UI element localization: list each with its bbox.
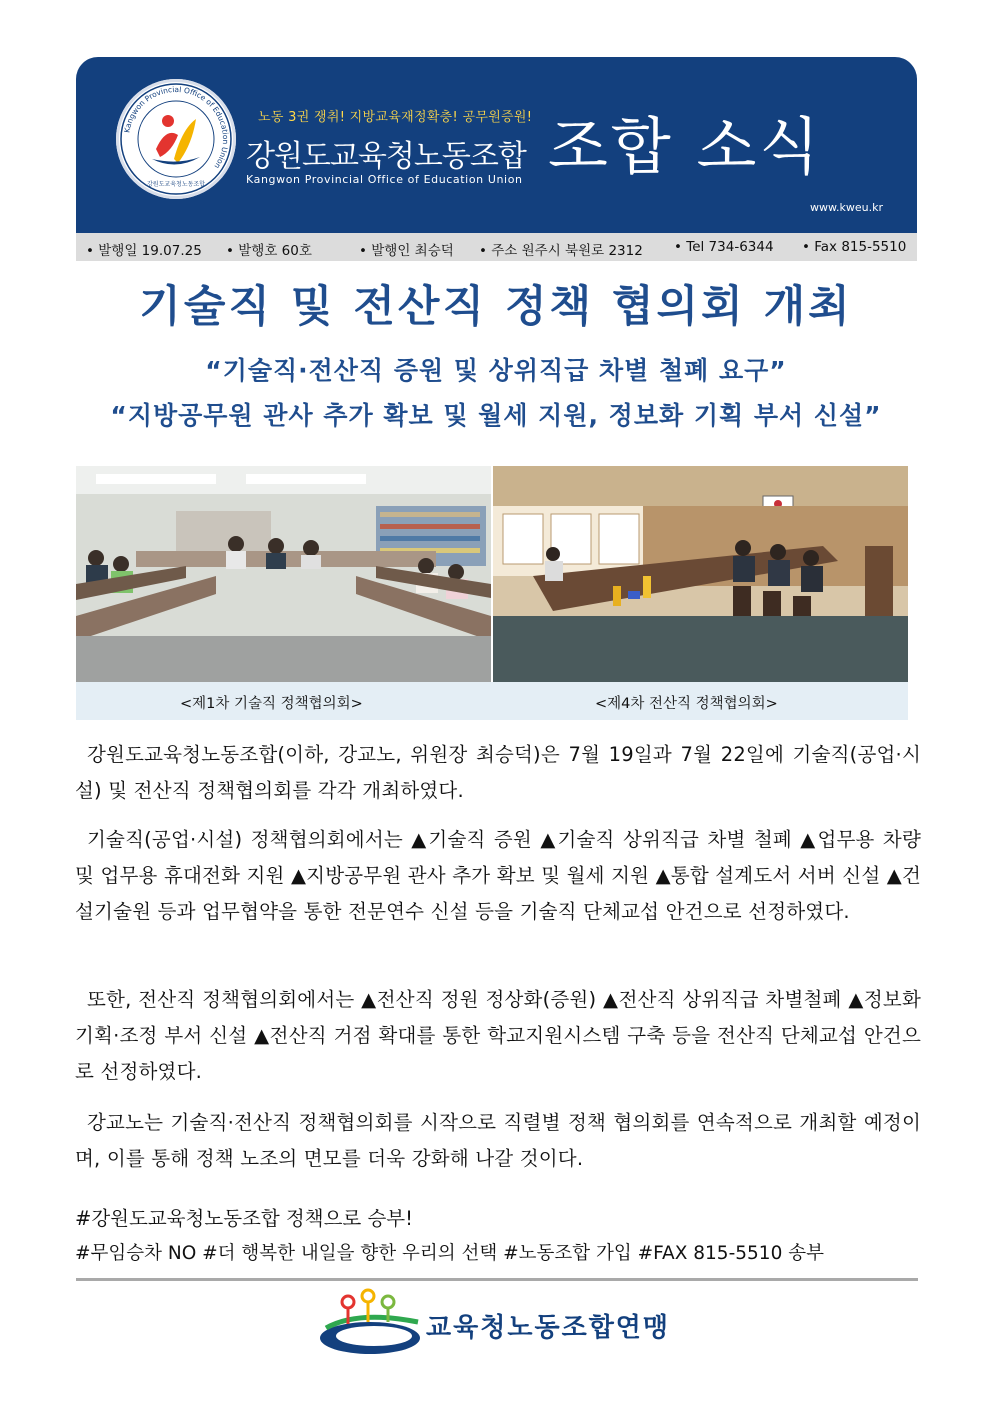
logo-ring-text: Kangwon Provincial Office of Education Union [122, 84, 231, 171]
photo-right-caption: <제4차 전산직 정책협의회> [595, 696, 778, 712]
federation-logo-icon [318, 1288, 424, 1364]
article-paragraph-2: 기술직(공업·시설) 정책협의회에서는 ▲기술직 증원 ▲기술직 상위직급 차별 철폐 ▲업무용 차량 및 업무용 휴대전화 지원 ▲지방공무원 관사 추가 확보 및 월세 지원 ▲통합 설계도서 서버 신설 ▲건설기술원 등과 업무협약을 통한 전문연수 신설 등을 기술직 단체교섭 안건으로 선정하였다. [75, 828, 921, 923]
telephone: • Tel 734-6344 [674, 239, 774, 255]
logo-bottom-text: 강원도교육청노동조합 [147, 181, 205, 188]
hashtag-line-1: #강원도교육청노동조합 정책으로 승부! [75, 1207, 413, 1230]
fax: • Fax 815-5510 [802, 239, 907, 255]
article-title: 기술직 및 전산직 정책 협의회 개최 [139, 282, 853, 332]
meeting-photo-right [493, 466, 908, 682]
article-paragraph-1: 강원도교육청노동조합(이하, 강교노, 위원장 최승덕)은 7월 19일과 7월 22일에 기술직(공업·시설) 및 전산직 정책협의회를 각각 개최하였다. [75, 743, 921, 802]
slogan: 노동 3권 쟁취! 지방교육재정확충! 공무원증원! [258, 110, 533, 125]
issue-date: • 발행일 19.07.25 [86, 243, 202, 259]
article-paragraph-4: 강교노는 기술직·전산직 정책협의회를 시작으로 직렬별 정책 협의회를 연속적으로 개최할 예정이며, 이를 통해 정책 노조의 면모를 더욱 강화해 나갈 것이다. [75, 1111, 921, 1170]
photo-left-caption: <제1차 기술직 정책협의회> [180, 696, 363, 712]
photo-caption-bar [76, 682, 908, 720]
union-name-english: Kangwon Provincial Office of Education Union [246, 173, 523, 186]
article-paragraph-3: 또한, 전산직 정책협의회에서는 ▲전산직 정원 정상화(증원) ▲전산직 상위직급 차별철폐 ▲정보화 기획·조정 부서 신설 ▲전산직 거점 확대를 통한 학교지원시스템 구축 등을 전산직 단체교섭 안건으로 선정하였다. [75, 988, 921, 1083]
hashtag-line-2: #무임승차 NO #더 행복한 내일을 향한 우리의 선택 #노동조합 가입 #FAX 815-5510 송부 [75, 1243, 824, 1264]
union-name: 강원도교육청노동조합 [246, 139, 526, 174]
article-subtitle-1: “기술직·전산직 증원 및 상위직급 차별 철폐 요구” [205, 356, 787, 385]
publisher: • 발행인 최승덕 [359, 243, 454, 259]
footer-divider [76, 1278, 918, 1281]
website-link[interactable]: www.kweu.kr [810, 201, 883, 214]
issue-number: • 발행호 60호 [226, 243, 312, 259]
union-logo [116, 79, 236, 199]
newsletter-header [76, 57, 917, 233]
federation-name: 교육청노동조합연맹 [426, 1313, 671, 1343]
article-subtitle-2: “지방공무원 관사 추가 확보 및 월세 지원, 정보화 기획 부서 신설” [110, 401, 882, 430]
newsletter-title: 조합 소식 [548, 110, 823, 183]
address: • 주소 원주시 북원로 2312 [479, 243, 643, 259]
meeting-photo-left [76, 466, 491, 682]
publication-info-bar [76, 233, 917, 261]
